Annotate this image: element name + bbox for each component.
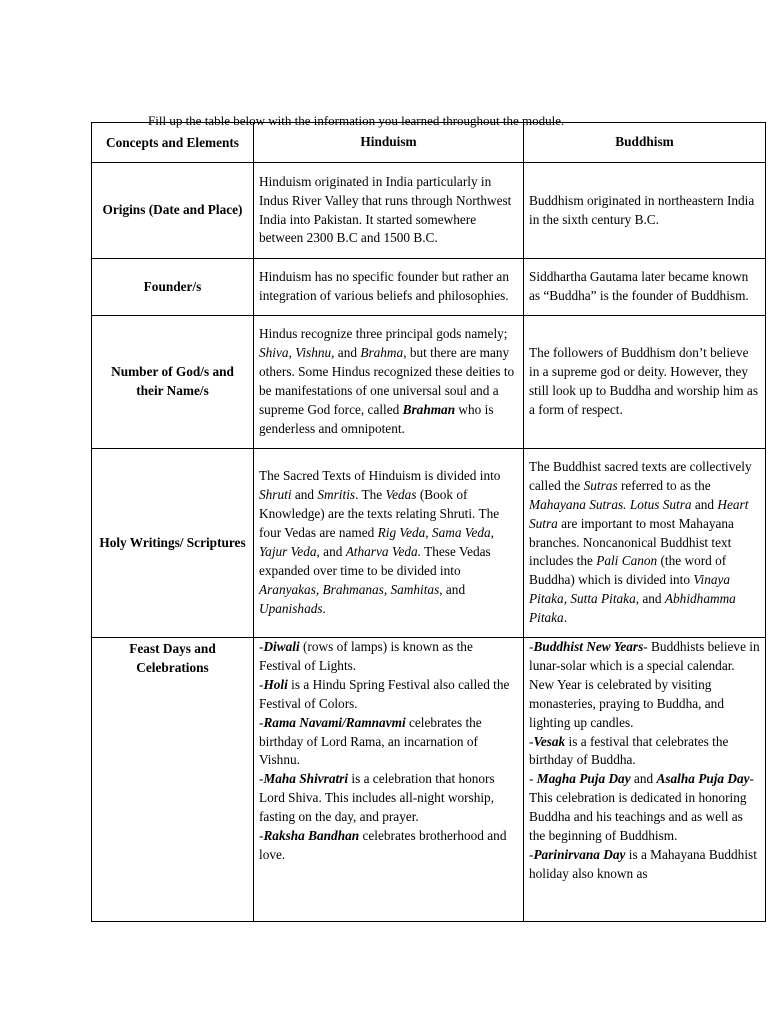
cell-feasts-buddhism (524, 638, 766, 922)
scripture-name: Mahayana Sutras. Lotus Sutra (529, 496, 692, 512)
cell-origins-hinduism: Hinduism originated in India particularly in Indus River Valley that runs through Northwest India into Pakistan. It started somewhere between 2300 B.C and 1500 B.C. (254, 163, 524, 259)
feast-name: Buddhist New Years (533, 639, 644, 654)
header-concepts: Concepts and Elements (92, 123, 254, 163)
text-span: - (259, 771, 264, 787)
scripture-name: Rig Veda, Sama Veda, Yajur Veda (259, 525, 494, 559)
text-span: are important to most Mahayana branches. Noncanonical Buddhist text includes the (529, 515, 734, 569)
scripture-name: Smritis (317, 487, 356, 503)
deities-shiva-vishnu: Shiva, Vishnu, (259, 345, 335, 361)
scripture-name: Aranyakas, Brahmanas, Samhitas (259, 581, 440, 597)
text-span: . The (355, 487, 386, 503)
text-span: and (630, 771, 657, 787)
cell-gods-buddhism: The followers of Buddhism don’t believe in a supreme god or deity. However, they still look up to Buddha and worship him as a form of respect. (524, 316, 766, 449)
text-span: and (291, 487, 318, 503)
row-label-founder: Founder/s (92, 259, 254, 316)
text-span: , and (439, 581, 466, 597)
row-label-feasts: Feast Days and Celebrations (92, 638, 254, 922)
feast-name: Parinirvana Day (533, 846, 626, 862)
table-row-feasts (92, 638, 766, 922)
feast-name: Raksha Bandhan (263, 828, 360, 844)
table-header-row (92, 123, 766, 163)
text-span: who is genderless and omnipotent. (259, 401, 494, 436)
cell-feasts-hinduism (254, 638, 524, 922)
feast-item-vesak (529, 733, 760, 771)
feast-item-maha-shivratri (259, 770, 518, 827)
text-span: (rows of lamps) is known as the Festival of Lights. (259, 639, 473, 673)
cell-writings-buddhism (524, 449, 766, 638)
scripture-name: Sutras (583, 477, 618, 493)
feast-item-parinirvana (529, 846, 760, 884)
feast-name: Diwali (263, 639, 300, 654)
feast-item-holi (259, 676, 518, 714)
text-span: is a celebration that honors Lord Shiva. This includes all-night worship, fasting on the day, and prayer. (259, 771, 495, 825)
table-row-gods (92, 316, 766, 449)
text-span: . (563, 610, 568, 626)
text-span: , and (316, 544, 346, 559)
scripture-name: Shruti (259, 487, 292, 503)
text-span: - (259, 676, 264, 692)
feast-name: Asalha Puja Day (656, 771, 750, 787)
text-span: (Book of Knowledge) are the texts relating Shruti. The four Vedas are named (259, 487, 500, 541)
feast-item-new-years (529, 638, 760, 733)
text-span: referred to as the (617, 477, 711, 493)
feast-name: Vesak (533, 733, 566, 749)
text-span: - (529, 846, 534, 862)
text-span: , but there are many others. Some Hindus recognized these deities to be manifestations of one universal soul and a supreme God force, called (259, 345, 515, 417)
text-span: is a Mahayana Buddhist holiday also known as (529, 846, 757, 881)
feast-name: Maha Shivratri (263, 771, 349, 787)
text-span: - (529, 733, 534, 749)
text-span: - (259, 639, 264, 654)
cell-founder-buddhism: Siddhartha Gautama later became known as “Buddha” is the founder of Buddhism. (524, 259, 766, 316)
text-span: and (691, 496, 718, 512)
feast-item-magha-asalha (529, 770, 760, 846)
text-span: These Vedas expanded over time to be divided into (259, 544, 491, 578)
text-span: - Buddhists believe in lunar-solar which is a special calendar. New Year is celebrated by visiting monasteries, praying to Buddha, and lighting up candles. (529, 639, 760, 730)
scripture-name: Vedas (385, 487, 417, 503)
row-label-origins: Origins (Date and Place) (92, 163, 254, 259)
text-span: The Buddhist sacred texts are collectively called the (529, 458, 752, 493)
text-span: , and (635, 591, 665, 607)
text-span: - (529, 639, 534, 654)
scripture-name: Atharva Veda. (345, 544, 422, 559)
text-span: (the word of Buddha) which is divided into (529, 553, 727, 588)
table-row-origins (92, 163, 766, 259)
text-span: - (259, 714, 264, 730)
text-span: - This celebration is dedicated in honoring Buddha and his teachings and as well as the beginning of Buddhism. (529, 771, 754, 844)
text-span: - (529, 771, 537, 787)
row-label-writings: Holy Writings/ Scriptures (92, 449, 254, 638)
cell-gods-hinduism (254, 316, 524, 449)
deity-brahman: Brahman (402, 401, 456, 417)
cell-origins-buddhism: Buddhism originated in northeastern India in the sixth century B.C. (524, 163, 766, 259)
text-span: celebrates brotherhood and love. (259, 828, 507, 862)
feast-name: Magha Puja Day (536, 771, 631, 787)
scripture-name: Abhidhamma Pitaka (529, 591, 736, 626)
deity-brahma: Brahma (360, 345, 404, 361)
instruction-text: Fill up the table below with the information you learned throughout the module. (148, 113, 565, 128)
text-span: . (322, 600, 326, 616)
cell-founder-hinduism: Hinduism has no specific founder but rather an integration of various beliefs and philosophies. (254, 259, 524, 316)
feast-item-diwali (259, 638, 518, 676)
comparison-table (91, 122, 766, 922)
feast-name: Rama Navami/Ramnavmi (263, 714, 406, 730)
feast-item-rama-navami (259, 714, 518, 771)
text-span: The Sacred Texts of Hinduism is divided into (259, 468, 501, 484)
feast-name: Holi (263, 676, 288, 692)
text-span: and (334, 345, 361, 361)
text-span: is a Hindu Spring Festival also called the Festival of Colors. (259, 676, 510, 711)
scripture-name: Pali Canon (596, 553, 658, 569)
feast-item-raksha-bandhan (259, 827, 518, 865)
header-hinduism: Hinduism (254, 123, 524, 163)
table-row-founder (92, 259, 766, 316)
scripture-name: Upanishads (259, 600, 323, 616)
text-span: Hindus recognize three principal gods namely; (259, 326, 508, 342)
header-buddhism: Buddhism (524, 123, 766, 163)
text-span: - (259, 828, 264, 844)
table-row-writings (92, 449, 766, 638)
text-span: is a festival that celebrates the birthday of Buddha. (529, 733, 729, 768)
cell-writings-hinduism (254, 449, 524, 638)
scripture-name: Vinaya Pitaka, Sutta Pitaka (529, 572, 731, 607)
text-span: celebrates the birthday of Lord Rama, an incarnation of Vishnu. (259, 714, 482, 768)
row-label-gods: Number of God/s and their Name/s (92, 316, 254, 449)
scripture-name: Heart Sutra (529, 496, 749, 531)
